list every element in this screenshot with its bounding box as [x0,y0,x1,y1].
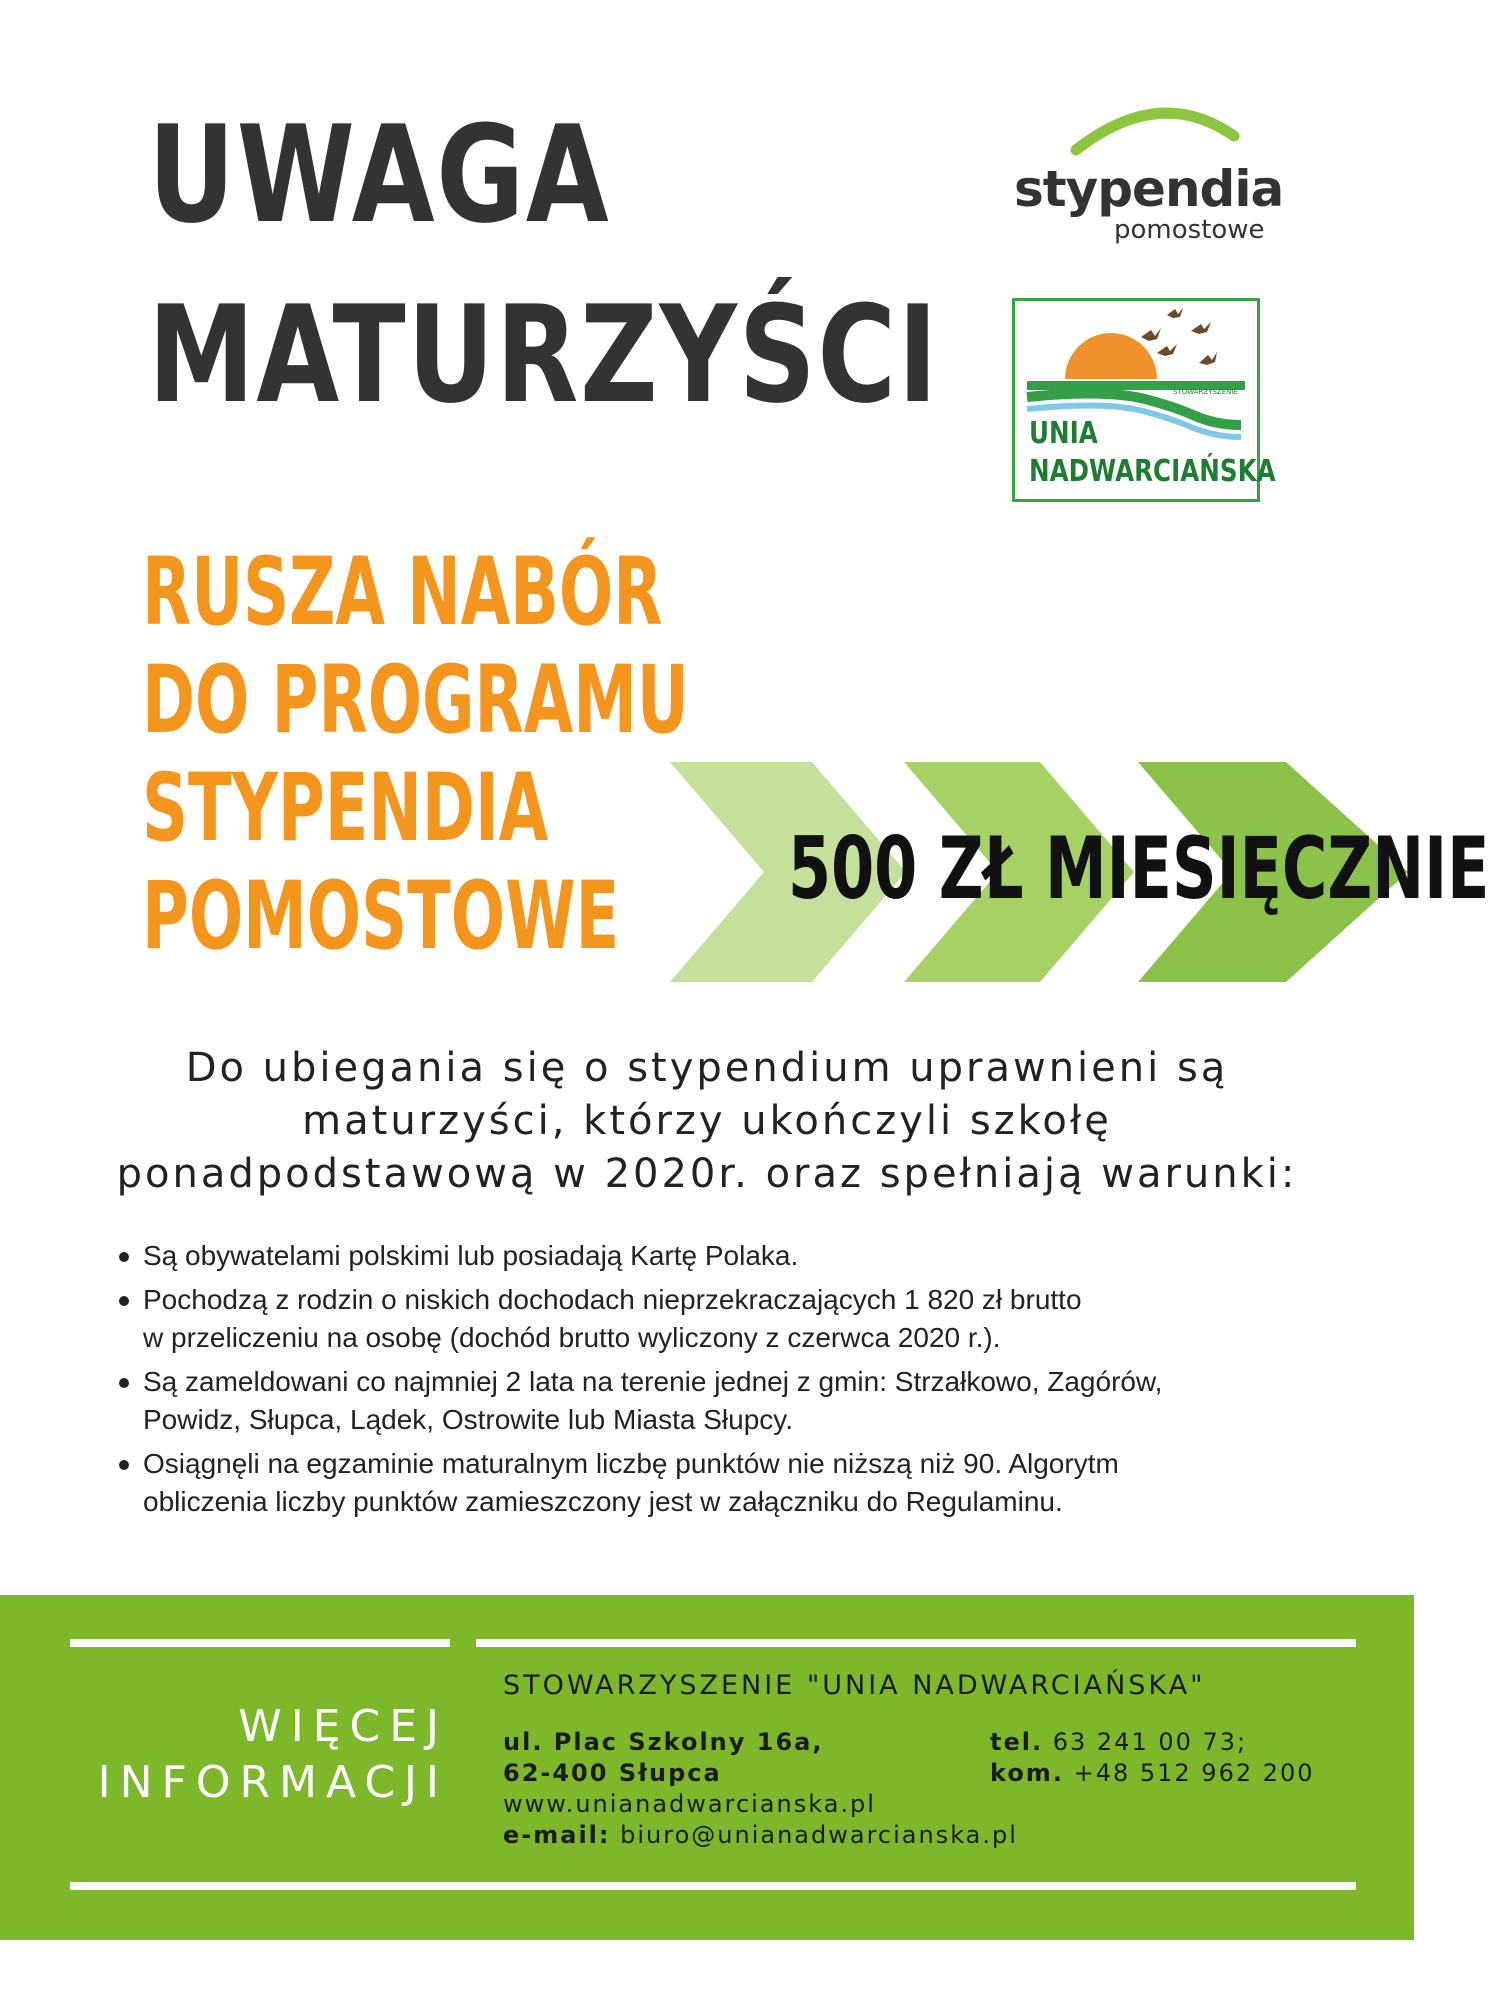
bullet-icon [119,1296,129,1306]
more-info-line-2: INFORMACJI [97,1757,448,1808]
conditions-list [116,1237,1376,1527]
email-row: e-mail: biuro@unianadwarcianska.pl [503,1821,1018,1849]
website-link[interactable]: www.unianadwarcianska.pl [503,1790,876,1818]
footer-rule-top-right [476,1639,1356,1647]
amount-banner-text: 500 ZŁ MIESIĘCZNIE [788,819,1489,919]
footer-rule-top-left [70,1639,450,1647]
condition-4-line-2: obliczenia liczby punktów zamieszczony jest w załączniku do Regulaminu. [143,1486,1063,1517]
address-line-1: ul. Plac Szkolny 16a, [503,1728,824,1756]
condition-1-line-1: Są obywatelami polskimi lub posiadają Kartę Polaka. [143,1240,799,1271]
condition-item [116,1237,1376,1275]
unia-nadwarcianska-logo [1012,298,1276,502]
footer-contact-bar [0,1595,1414,1940]
subheadline-line-1: RUSZA NABÓR [142,538,663,647]
subheadline-line-4: POMOSTOWE [142,862,620,971]
intro-line-3: ponadpodstawową w 2020r. oraz spełniają warunki: [116,1151,1298,1197]
condition-2-line-1: Pochodzą z rodzin o niskich dochodach nieprzekraczających 1 820 zł brutto [143,1284,1082,1315]
subheadline-line-3: STYPENDIA [142,754,549,863]
condition-2-line-2: w przeliczeniu na osobę (dochód brutto wyliczony z czerwca 2020 r.). [143,1322,1001,1353]
headline-line-1: UWAGA [148,97,611,253]
intro-line-1: Do ubiegania się o stypendium uprawnieni są [185,1045,1229,1091]
intro-line-2: maturzyści, którzy ukończyli szkołę [302,1098,1112,1144]
condition-3-line-2: Powidz, Słupca, Lądek, Ostrowite lub Miasta Słupcy. [143,1404,794,1435]
mobile-row: kom. +48 512 962 200 [990,1759,1315,1787]
logo-stypendia-text: stypendia [1014,160,1284,218]
logo-nadwarcianska-text: NADWARCIAŃSKA [1029,454,1276,489]
condition-item [116,1363,1376,1439]
condition-3-line-1: Są zameldowani co najmniej 2 lata na terenie jednej z gmin: Strzałkowo, Zagórów, [143,1366,1163,1397]
condition-item [116,1281,1376,1357]
bullet-icon [119,1252,129,1262]
bullet-icon [119,1378,129,1388]
bullet-icon [119,1460,129,1470]
condition-item [116,1445,1376,1521]
phone-number[interactable]: 63 241 00 73; [1052,1728,1248,1756]
headline-line-2: MATURZYŚCI [148,277,940,433]
logo-unia-text: UNIA [1029,416,1098,451]
address-line-2: 62-400 Słupca [503,1759,722,1787]
logo-pomostowe-text: pomostowe [1114,215,1265,245]
mobile-number[interactable]: +48 512 962 200 [1073,1759,1315,1787]
logo-stowarzyszenie-text: STOWARZYSZENIE [1173,388,1238,396]
more-info-line-1: WIĘCEJ [238,1701,448,1752]
org-name: STOWARZYSZENIE "UNIA NADWARCIAŃSKA" [503,1670,1206,1701]
phone-row: tel. 63 241 00 73; [990,1728,1248,1756]
subheadline-line-2: DO PROGRAMU [142,646,689,755]
condition-4-line-1: Osiągnęli na egzaminie maturalnym liczbę punktów nie niższą niż 90. Algorytm [143,1448,1119,1479]
email-link[interactable]: biuro@unianadwarcianska.pl [620,1821,1018,1849]
footer-rule-bottom [70,1882,1356,1890]
stypendia-pomostowe-logo [990,86,1294,258]
